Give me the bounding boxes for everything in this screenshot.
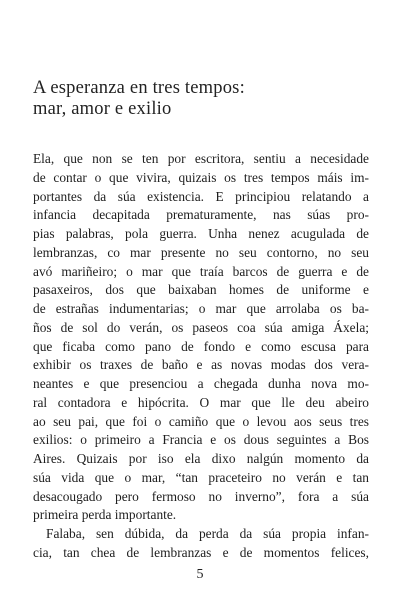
text-line: cia, tan chea de lembranzas e de momentos felices, — [33, 544, 369, 560]
text-line: exilios: o primeiro a Francia e os dous seguintes a Bos — [33, 432, 369, 448]
text-line: ños de sol do verán, os paseos coa súa amiga Áxela; — [33, 319, 369, 335]
text-line: ral contadora e hipócrita. O mar que lle deu abeiro — [33, 394, 369, 410]
text-line: lembranzas, co mar presente no seu contorno, no seu — [33, 244, 369, 260]
text-line: avó mariñeiro; o mar que traía barcos de guerra e de — [33, 263, 369, 279]
text-line: de contar o que vivira, quizais os tres tempos máis im- — [33, 169, 369, 185]
text-line-paragraph-start: Falaba, sen dúbida, da perda da súa propia infan- — [46, 526, 369, 541]
text-line: neantes e que presenciou a chegada dunha nova mo- — [33, 376, 369, 391]
text-line: Ela, que non se ten por escritora, sentiu a necesidade — [33, 151, 369, 166]
text-line: desacougado pero fermoso no inverno”, fora a súa — [33, 488, 369, 504]
chapter-heading-line-1: A esperanza en tres tempos: — [33, 78, 245, 98]
page-number: 5 — [196, 567, 204, 582]
chapter-heading — [33, 78, 245, 120]
text-line: pasaxeiros, dos que baixaban homes de uniforme e — [33, 282, 369, 298]
text-line: portantes da súa existencia. E principiou relatando a — [33, 188, 369, 204]
chapter-heading-line-2: mar, amor e exilio — [33, 99, 172, 119]
text-line: de estrañas indumentarias; o mar que arrolaba os ba- — [33, 301, 369, 316]
text-line: infancia decapitada prematuramente, nas súas pro- — [33, 207, 369, 223]
text-line: exhibir os traxes de baño e as novas modas dos vera- — [33, 357, 369, 373]
text-line: pias palabras, pola guerra. Unha nenez acugulada de — [33, 226, 369, 241]
text-line-paragraph-end: primeira perda importante. — [33, 507, 177, 523]
text-line: ao seu pai, que foi o camiño que o levou aos seus tres — [33, 413, 369, 429]
text-line: Aires. Quizais por iso ela dixo nalgún momento da — [33, 451, 369, 466]
text-line: que ficaba como pano de fondo e como escusa para — [33, 338, 369, 354]
body-text — [33, 150, 369, 563]
text-line: súa vida que o mar, “tan praceteiro no verán e tan — [33, 469, 369, 485]
